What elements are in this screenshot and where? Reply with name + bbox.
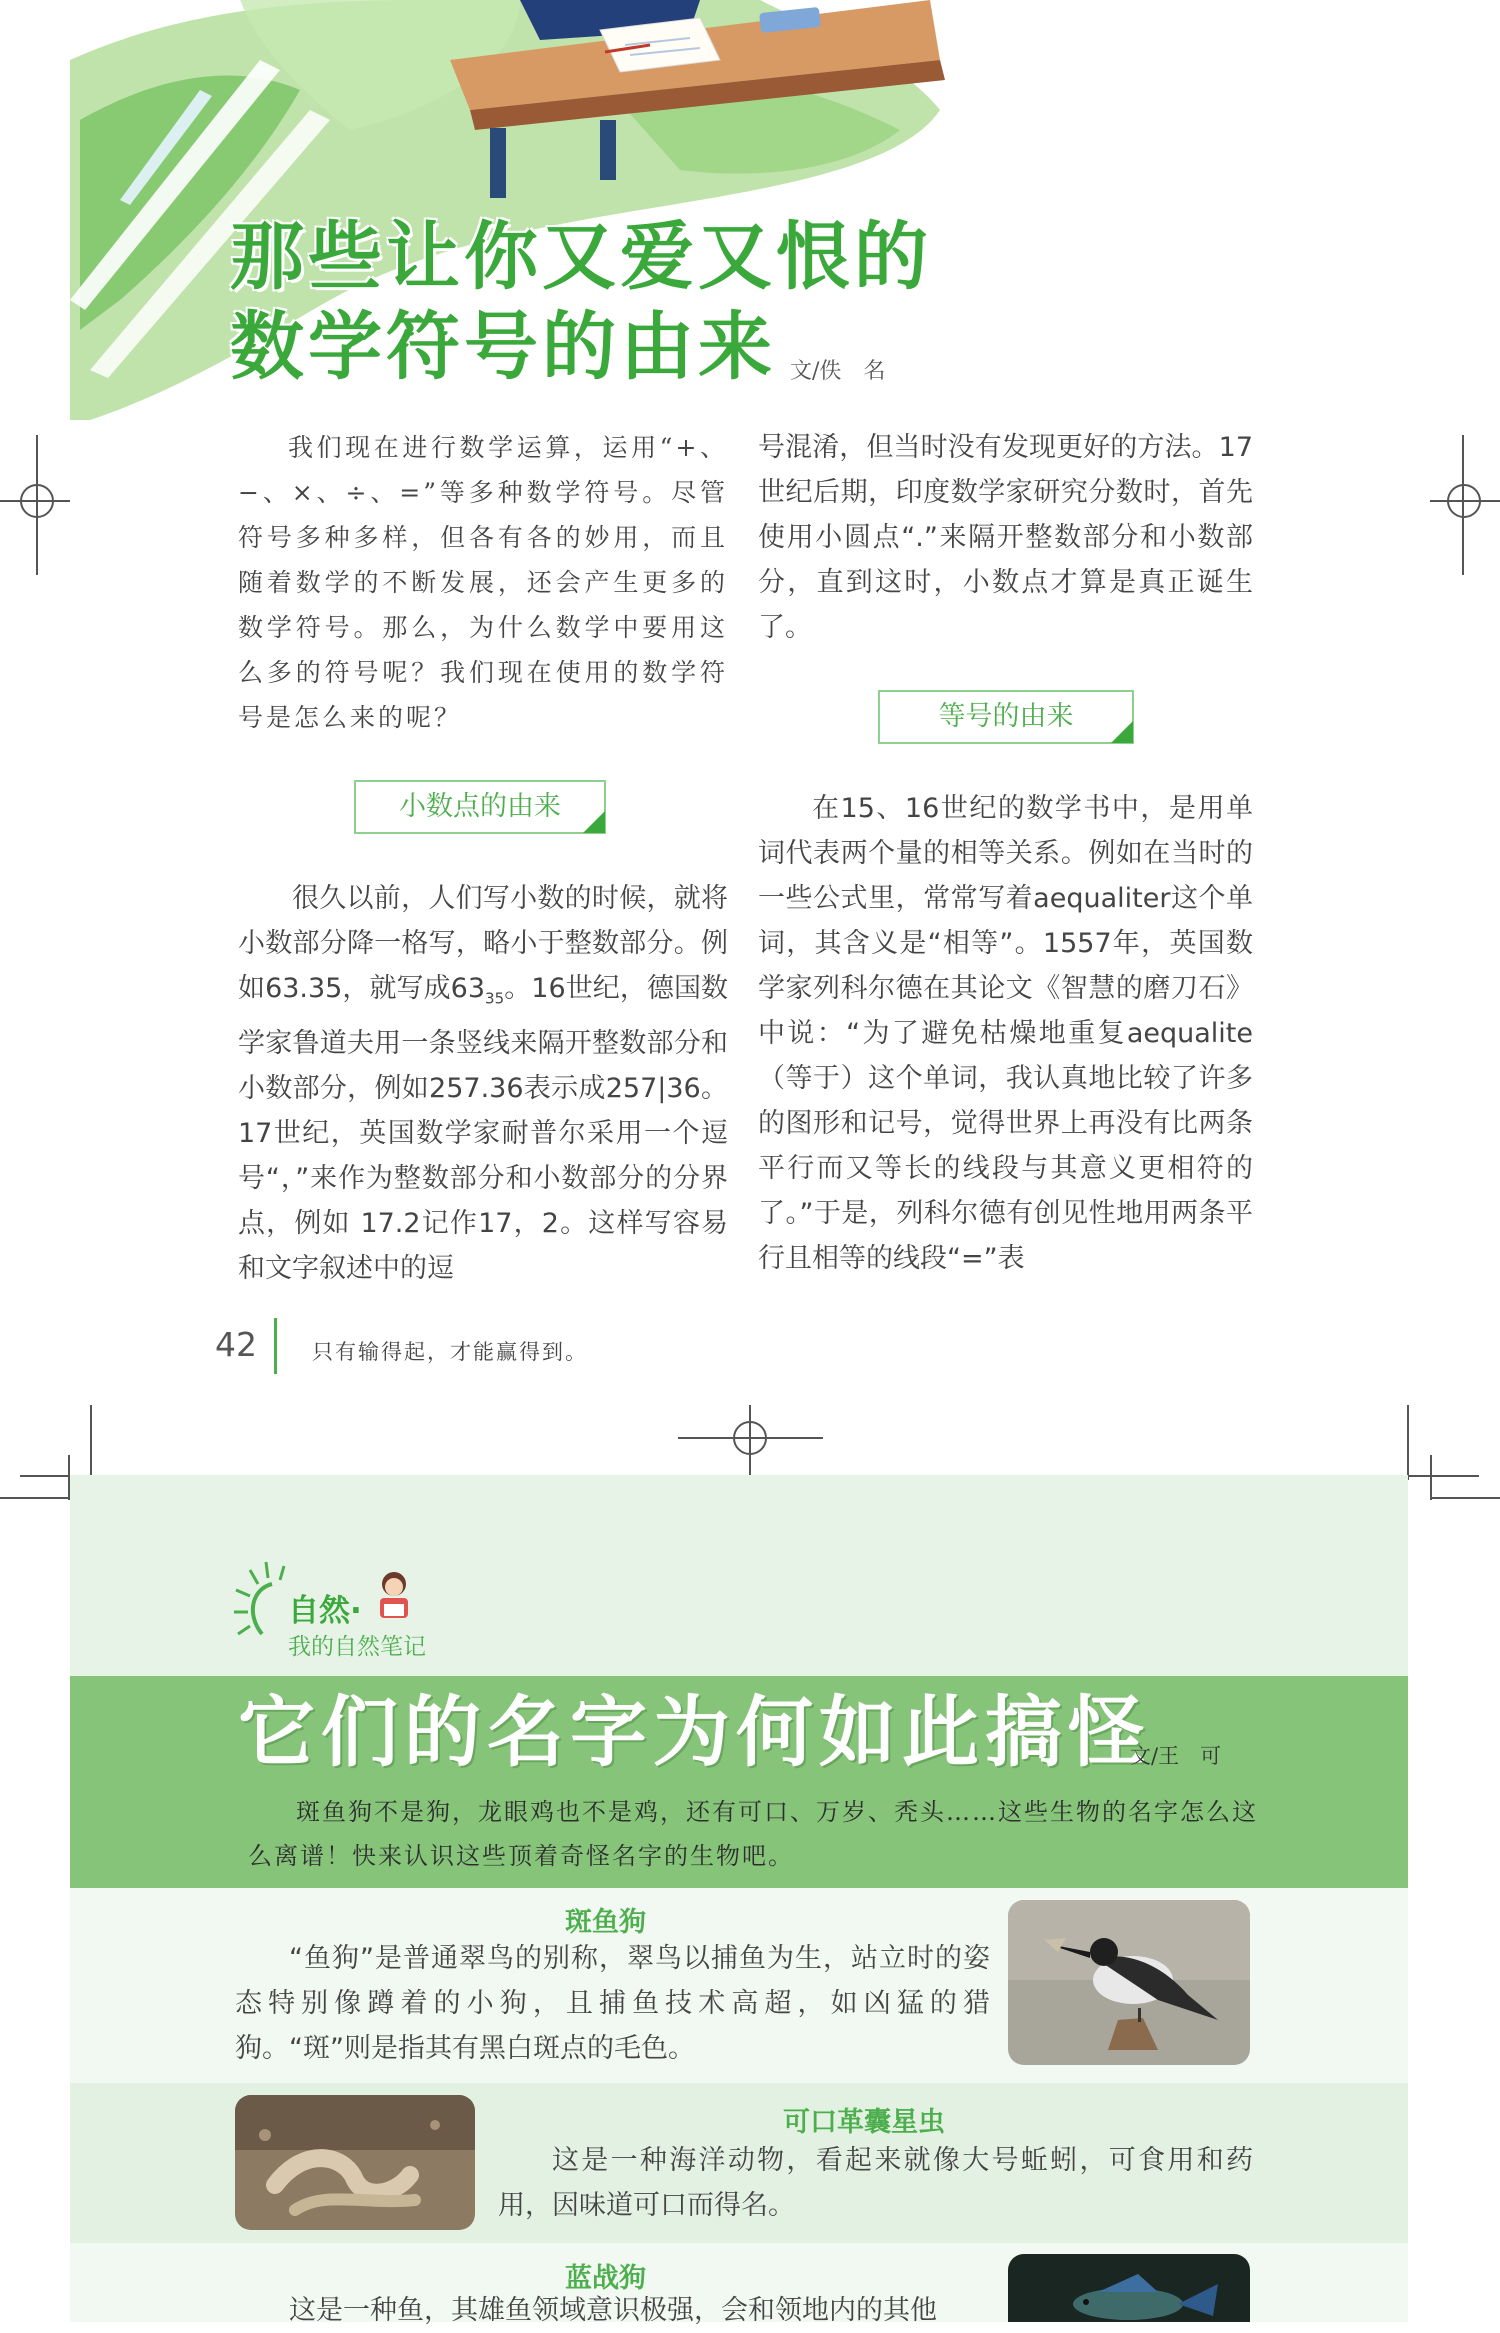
article-title-line2: 数学符号的由来: [230, 304, 776, 390]
decimal-text-part-b: 。16世纪，德国数学家鲁道夫用一条竖线来隔开整数部分和小数部分，例如257.36表示成257|36。17世纪，英国数学家耐普尔采用一个逗号“，”来作为整数部分和小数部分的分界点，例如 17.2记作17，2。这样写容易和文字叙述中的逗: [238, 973, 729, 1285]
entry-text-2: 这是一种海洋动物，看起来就像大号蚯蚓，可食用和药用，因味道可口而得名。: [498, 2145, 1253, 2221]
intro-text: 我们现在进行数学运算，运用“+、−、×、÷、=”等多种数学符号。尽管符号多种多样，但各有各的妙用，而且随着数学的不断发展，还会产生更多的数学符号。那么，为什么数学中要用这么多的符号呢？我们现在使用的数学符号是怎么来的呢？: [238, 433, 728, 732]
page2-title: 它们的名字为何如此搞怪: [238, 1689, 1151, 1778]
section-heading-equal-sign-label: 等号的由来: [938, 701, 1074, 732]
decimal-point-continued: [758, 425, 1253, 650]
equal-sign-paragraph: [758, 786, 1253, 1281]
section-heading-decimal-point: [354, 780, 606, 834]
decimal-point-paragraph: [238, 876, 728, 1291]
entry-title-2: 可口革囊星虫: [783, 2107, 945, 2138]
entry-title-1: 斑鱼狗: [565, 1907, 646, 1938]
entry-title-3: 蓝战狗: [565, 2263, 646, 2294]
section-heading-decimal-point-label: 小数点的由来: [399, 791, 561, 822]
article-title-line1: 那些让你又爱又恨的: [230, 214, 932, 300]
column-sublabel: 我的自然笔记: [288, 1634, 426, 1660]
column-label: 自然·: [288, 1593, 362, 1629]
intro-paragraph: [238, 425, 728, 740]
sun-rays-icon: [232, 1554, 292, 1654]
blue-fish-photo: [1008, 2254, 1250, 2322]
crop-mark-center-circle: [733, 1421, 767, 1455]
page2-author: 文/王 可: [1130, 1744, 1222, 1768]
crop-mark-br-v: [1407, 1405, 1409, 1480]
footer-divider: [274, 1318, 277, 1374]
pied-kingfisher-photo: [1008, 1900, 1250, 2065]
page2-intro: 斑鱼狗不是狗，龙眼鸡也不是鸡，还有可口、万岁、秃头……这些生物的名字怎么这么离谱！快来认识这些顶着奇怪名字的生物吧。: [248, 1798, 1258, 1870]
crop-mark-right-circle: [1447, 484, 1481, 518]
entry-text-3: 这是一种鱼，其雄鱼领域意识极强，会和领地内的其他: [289, 2295, 937, 2326]
crop-mark-br-v2: [1430, 1455, 1432, 1500]
decimal-text-part-a: 很久以前，人们写小数的时候，就将小数部分降一格写，略小于整数部分。例如63.35，就写成63: [238, 883, 728, 1004]
entry-text-1: “鱼狗”是普通翠鸟的别称，翠鸟以捕鱼为生，站立时的姿态特别像蹲着的小狗，且捕鱼技术高超，如凶猛的猎狗。“斑”则是指其有黑白斑点的毛色。: [235, 1943, 990, 2064]
crop-mark-br-h: [1407, 1475, 1479, 1477]
decimal-subscript: 35: [485, 989, 505, 1008]
footer-motto: 只有输得起，才能赢得到。: [312, 1340, 588, 1364]
article-author: 文/佚 名: [790, 359, 886, 384]
crop-mark-bl-v: [90, 1405, 92, 1480]
sipunculid-worm-photo: [235, 2095, 475, 2230]
page-number: 42: [215, 1325, 257, 1364]
article-title: [230, 212, 1130, 392]
crop-mark-bl-h2: [0, 1497, 70, 1499]
equal-sign-text: 在15、16世纪的数学书中，是用单词代表两个量的相等关系。例如在当时的一些公式里，常常写着aequaliter这个单词，其含义是“相等”。1557年，英国数学家列科尔德在其论文《智慧的磨刀石》中说：“为了避免枯燥地重复aequalite（等于）这个单词，我认真地比较了许多的图形和记号，觉得世界上再没有比两条平行而又等长的线段与其意义更相符的了。”于是，列科尔德有创见性地用两条平行且相等的线段“=”表: [758, 793, 1253, 1274]
section-heading-equal-sign: [878, 690, 1134, 744]
crop-mark-br-h2: [1430, 1497, 1500, 1499]
corner-triangle-icon: [1111, 721, 1133, 743]
decimal-continued-text: 号混淆，但当时没有发现更好的方法。17世纪后期，印度数学家研究分数时，首先使用小圆点“.”来隔开整数部分和小数部分，直到这时，小数点才算是真正诞生了。: [758, 432, 1253, 643]
corner-triangle-icon: [583, 811, 605, 833]
crop-mark-left-circle: [20, 484, 54, 518]
reading-girl-icon: [372, 1568, 416, 1624]
